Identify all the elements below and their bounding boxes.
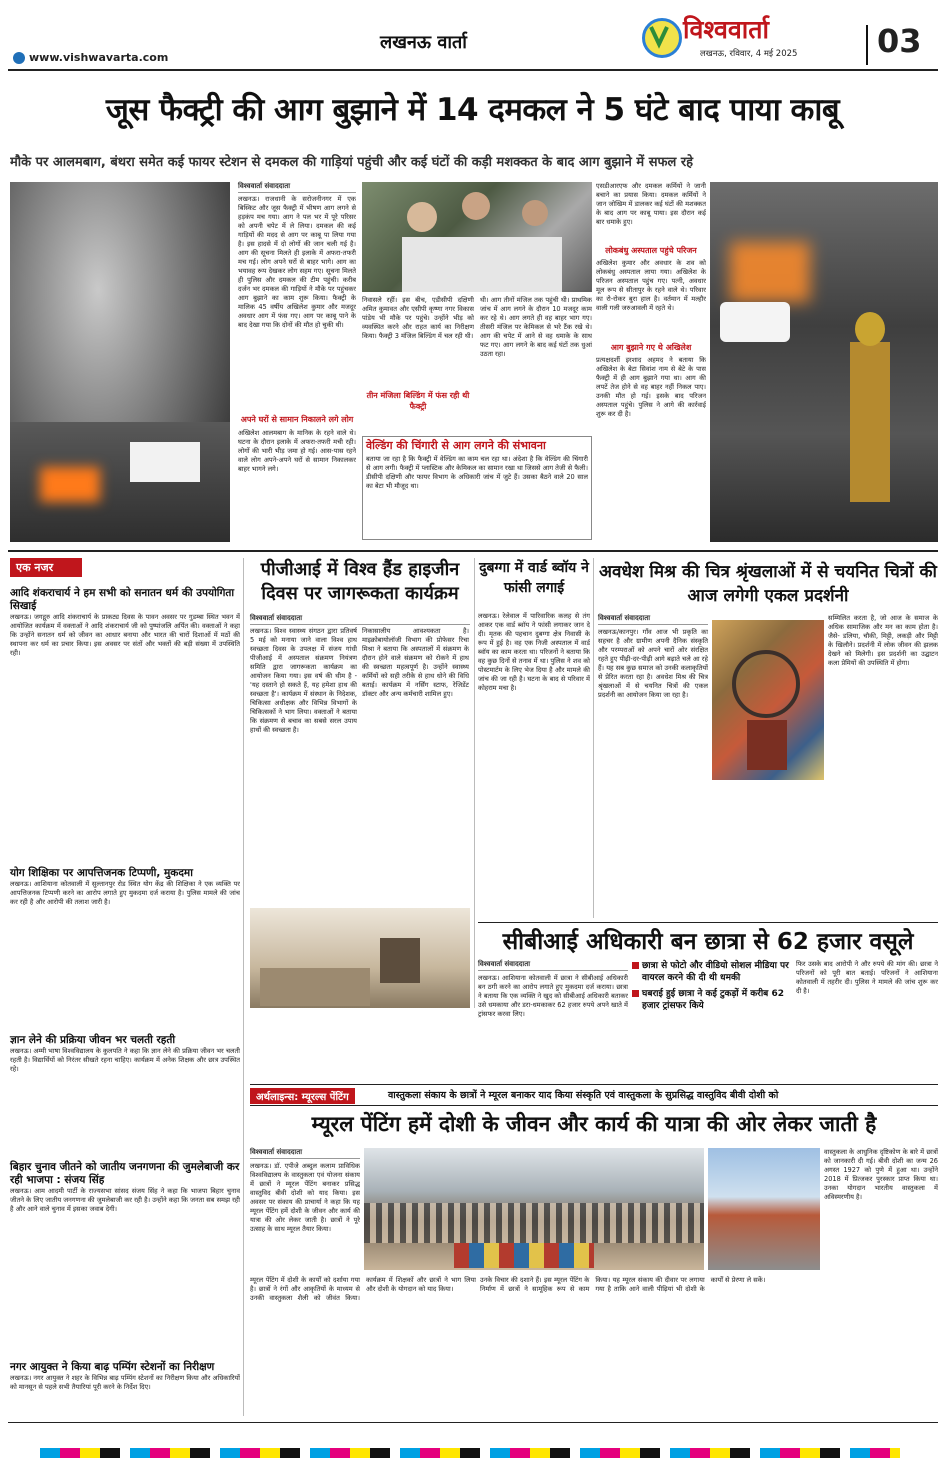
cbi-bullet-1: छात्रा से फोटो और वीडियो सोशल मीडिया पर वायरल करने की दी थी धमकी (632, 960, 792, 984)
mural-band (250, 1084, 938, 1106)
bullet-icon (632, 962, 639, 969)
welding-box-text: बताया जा रहा है कि फैक्ट्री में वेल्डिंग का काम चल रहा था। अंदेशा है कि वेल्डिंग की चिंगारी से आग लगी। फैक्ट्री में प्लास्टिक और केमिकल का सामान रखा था जिससे आग तेजी से फैली। डीसीपी दक्षिणी और फायर विभाग के अधिकारी जांच में जुटे हैं। उसका बैठने वाले 20 साल का बेटा भी मौजूद था। (366, 455, 588, 490)
mural-text: लखनऊ। डॉ. एपीजे अब्दुल कलाम प्राविधिक विश्वविद्यालय के वास्तुकला एवं योजना संकाय में छात्रों ने म्यूरल पेंटिंग बनाकर प्रसिद्ध वास्तुविद बीवी दोशी को याद किया। इस अवसर पर संकाय की प्राचार्या ने कहा कि यह म्यूरल पेंटिंग हमें दोशी के जीवन और कार्य की यात्रा की ओर लेकर जाती है। छात्रों ने पूरे उत्साह के साथ म्यूरल तैयार किया। (250, 1162, 360, 1233)
mural-photo (364, 1148, 704, 1270)
lead-col1-text2: अखिलेश आलमबाग के मानिक के रहने वाले थे। घटना के दौरान इलाके में अफरा-तफरी मची रही। लोगों की भारी भीड़ जमा हो गई। आस-पास रहने वाले लोग अपने-अपने घरों से सामान निकालकर बाहर भागने लगे। (238, 429, 356, 473)
ek-nazar-column (10, 558, 240, 1416)
nazar-item-3-text: लखनऊ। अम्मी भाषा विश्वविद्यालय के कुलपति ने कहा कि ज्ञान लेने की प्रक्रिया जीवन भर चलती रहती है। विद्यार्थियों को निरंतर सीखते रहना चाहिए। कार्यक्रम में अनेक शिक्षक और छात्र उपस्थित रहे। (10, 1047, 240, 1073)
dateline: लखनऊ, रविवार, 4 मई 2025 (700, 49, 798, 59)
color-registration-strip (40, 1448, 900, 1458)
lead-col1 (238, 182, 356, 542)
cbi-text2: फिर उसके बाद आरोपी ने और रुपये की मांग की। छात्रा ने परिजनों को पूरी बात बताई। परिजनों ने आशियाना कोतवाली में तहरीर दी। पुलिस ने मामले की जांच शुरू कर दी है। (796, 960, 938, 995)
cbi-byline: विश्ववार्ता संवाददाता (478, 960, 628, 971)
website-url[interactable]: www.vishwavarta.com (29, 51, 169, 64)
nazar-item-4-head: बिहार चुनाव जीतने को जातीय जनगणना की जुमलेबाजी कर रही भाजपा : संजय सिंह (10, 1161, 240, 1186)
welding-box-head: वेल्डिंग की चिंगारी से आग लगने की संभावना (366, 439, 546, 452)
mural-body (250, 1148, 938, 1418)
awadhesh-body (598, 614, 938, 919)
pgi-event-photo (250, 908, 470, 1008)
bullet-icon (632, 990, 639, 997)
lead-col4-text2: अखिलेश कुमार और अवधार के शव को लोकबंधु अस्पताल लाया गया। अखिलेश के परिजन अस्पताल पहुंच गए। पत्नी, अवधार मूल रूप से सीतापुर के रहने वाले थे। परिवार का रो-रोकर बुरा हाल है। वर्तमान में मल्हौर वाली गली जरुआवली में रहते थे। (596, 259, 706, 312)
globe-icon (13, 52, 25, 64)
mural-text2: म्यूरल पेंटिंग में दोशी के कार्यों को दर्शाया गया है। छात्रों ने रंगों और आकृतियों के माध्यम से उनकी वास्तुकला शैली को जीवंत किया। कार्यक्रम में शिक्षकों और छात्रों ने भाग लिया और दोशी के योगदान को याद किया। (250, 1276, 476, 1302)
mural-band-label: अर्थलाइन्स: म्यूरल्स पेंटिंग (250, 1088, 355, 1104)
lead-subheadline: मौके पर आलमबाग, बंथरा समेत कई फायर स्टेशन से दमकल की गाड़ियां पहुंची और कई घंटों की कड़ी मशक्कत के बाद आग बुझाने में सफल रहे (10, 155, 694, 170)
lead-col1-subhead: अपने घरों से सामान निकालने लगे लोग (240, 415, 354, 424)
pgi-byline: विश्ववार्ता संवाददाता (250, 614, 470, 625)
firefighter-photo (710, 182, 938, 542)
awadhesh-headline: अवधेश मिश्र की चित्र श्रृंखलाओं में से चयनित चित्रों की आज लगेगी एकल प्रदर्शनी (599, 562, 937, 606)
paper-logo-icon (642, 18, 682, 58)
nazar-item-3-head: ज्ञान लेने की प्रक्रिया जीवन भर चलती रहती (10, 1034, 176, 1046)
cbi-text: लखनऊ। आशियाना कोतवाली में छात्रा ने सीबीआई अधिकारी बन ठगी करने का आरोप लगाते हुए मुकदमा दर्ज कराया। छात्रा ने बताया कि एक व्यक्ति ने खुद को सीबीआई अधिकारी बताकर उसे धमकाया और डरा-धमकाकर 62 हजार रुपये अपने खाते में ट्रांसफर करवा लिए। (478, 974, 628, 1018)
lead-col2-text: निवासले रहीं। इस बीच, एडीसीपी दक्षिणी अमित कुमावत और एसीपी कृष्णा नगर विकास पांडेय भी मौके पर पहुंचे। उन्होंने भीड़ को व्यवस्थित करने और राहत कार्य का निरीक्षण किया। फैक्ट्री 3 मंजिल बिल्डिंग में चल रही थी। (362, 296, 474, 340)
mural-headline: म्यूरल पेंटिंग हमें दोशी के जीवन और कार्य की यात्रा की ओर लेकर जाती है (311, 1112, 877, 1136)
fire-photo-main (10, 182, 230, 542)
masthead (0, 0, 945, 70)
dubagga-text: लखनऊ। रेलेवाल में पारिवारिक कलह से तंग आकर एक वार्ड ब्वॉय ने फांसी लगाकर जान दे दी। मृतक की पहचान दुबग्गा क्षेत्र निवासी के रूप में हुई है। वह एक निजी अस्पताल में वार्ड ब्वॉय का काम करता था। परिजनों ने बताया कि वह कुछ दिनों से तनाव में था। पुलिस ने शव को पोस्टमार्टम के लिए भेज दिया है और मामले की जांच की जा रही है। घटना के बाद से परिवार में कोहराम मचा है। (478, 612, 590, 692)
lead-col4 (596, 182, 706, 542)
lead-col3 (480, 296, 592, 432)
paper-name: विश्ववार्ता (683, 15, 770, 44)
awadhesh-text2: सम्मिलित करता है, जो आज के समाज के अधिक सामाजिक और मन का काम होता है। जैसे- डलिया, चौकी, मिट्टी, लकड़ी और मिट्टी के खिलौने। प्रदर्शनी में लोक जीवन की झलक देखने को मिलेगी। इस प्रदर्शनी का उद्घाटन कला प्रेमियों की उपस्थिति में होगा। (828, 614, 938, 667)
page-number: 03 (877, 22, 922, 60)
lead-col2 (362, 296, 474, 432)
nazar-item-1-text: लखनऊ। जगद्गुरु आदि शंकराचार्य के प्राकट्य दिवस के पावन अवसर पर गुडम्बा स्थित भवन में आयोजित कार्यक्रम में वक्ताओं ने आदि शंकराचार्य जी को पुष्पांजलि अर्पित की। वक्ताओं ने कहा कि उन्होंने सनातन धर्म को जीवन का आधार बनाया और भारत की चारों दिशाओं में मठों की स्थापना कर धर्म का प्रचार किया। इस अवसर पर संतों और भक्तों की बड़ी संख्या में उपस्थिति रही। (10, 613, 240, 657)
cbi-body (478, 960, 938, 1080)
lead-col4-subhead: लोकबंधु अस्पताल पहुंचे परिजन (605, 246, 697, 255)
welding-box (362, 436, 592, 540)
lead-byline: विश्ववार्ता संवाददाता (238, 182, 356, 193)
pgi-text2: निकासालीय आवश्यकता है। माइक्रोबायोलॉजी विभाग की प्रोफेसर रिचा मिश्रा ने बताया कि अस्पतालों में संक्रमण के दौरान होने वाले संक्रमण को रोकने में हाथ की स्वच्छता महत्वपूर्ण है। उन्होंने स्वास्थ्य कर्मियों को सही तरीके से हाथ धोने की विधि बताई। कार्यक्रम में नर्सिंग स्टाफ, रेजिडेंट डॉक्टर और अन्य कर्मचारी शामिल हुए। (362, 627, 469, 698)
building-photo (708, 1148, 820, 1270)
nazar-item-4-text: लखनऊ। आम आदमी पार्टी के राज्यसभा सांसद संजय सिंह ने कहा कि भाजपा बिहार चुनाव जीतने के लिए जातीय जनगणना की जुमलेबाजी कर रही है। उन्होंने कहा कि जनता सब समझ रही है और आने वाले चुनाव में इसका जवाब देगी। (10, 1187, 240, 1213)
mural-byline: विश्ववार्ता संवाददाता (250, 1148, 360, 1159)
nazar-item-5-text: लखनऊ। नगर आयुक्त ने शहर के विभिन्न बाढ़ पम्पिंग स्टेशनों का निरीक्षण किया और अधिकारियों को मानसून से पहले सभी तैयारियां पूरी करने के निर्देश दिए। (10, 1374, 240, 1391)
cbi-headline: सीबीआई अधिकारी बन छात्रा से 62 हजार वसूले (502, 929, 914, 955)
crowd-photo (362, 182, 592, 292)
lead-col4-subhead2: आग बुझाने गए थे अखिलेश (610, 343, 692, 352)
mural-text4: वास्तुकला के आधुनिक दृष्टिकोण के बारे में छात्रों को जानकारी दी गई। बीवी दोशी का जन्म 26 अगस्त 1927 को पुणे में हुआ था। उन्होंने 2018 में प्रित्जकर पुरस्कार प्राप्त किया था। उनका योगदान भारतीय वास्तुकला में अविस्मरणीय है। (824, 1148, 938, 1201)
mural-text3: उनके विचार की दशाने हैं। इस म्यूरल पेंटिंग के निर्माण में छात्रों ने सामूहिक रूप से काम किया। यह म्यूरल संकाय की दीवार पर लगाया गया है ताकि आने वाली पीढ़ियां भी दोशी के कार्यों से प्रेरणा ले सकें। (480, 1276, 766, 1293)
awadhesh-byline: विश्ववार्ता संवाददाता (598, 614, 708, 625)
lead-col4-text: एसडीआरएफ और दमकल कर्मियों ने जानी बचाने का प्रयास किया। दमकल कर्मियों ने जान जोखिम में डालकर कई घंटों की मशक्कत के बाद आग पर काबू पाया। इस दौरान कई बार धमाके हुए। (596, 182, 706, 226)
lead-col2-caption: तीन मंजिला बिल्डिंग में फंस रही थी फैक्ट्री (366, 391, 470, 411)
nazar-item-2-text: लखनऊ। आशियाना कोतवाली में सुल्तानपुर रोड स्थित योग केंद्र की शिक्षिका ने एक व्यक्ति पर आपत्तिजनक टिप्पणी करने का आरोप लगाते हुए मुकदमा दर्ज कराया है। पुलिस मामले की जांच कर रही है और आरोपी की तलाश जारी है। (10, 880, 240, 906)
nazar-item-5-head: नगर आयुक्त ने किया बाढ़ पम्पिंग स्टेशनों का निरीक्षण (10, 1361, 215, 1373)
lead-col3-text: थी। आग तीनों मंजिल तक पहुंची थी। प्राथमिक जांच में आग लगने के दौरान 10 मजदूर काम कर रहे थे। आग लगते ही वह बाहर भाग गए। तीसरी मंजिल पर केमिकल से भरे टैंक रखे थे। आग की चपेट में आने से वह धमाके के साथ फट गए। आग लगने के बाद कई घंटों तक धुआं उठता रहा। (480, 296, 592, 358)
section-title: लखनऊ वार्ता (380, 32, 467, 53)
dubagga-headline: दुबग्गा में वार्ड ब्वॉय ने फांसी लगाई (479, 560, 589, 596)
lead-col1-text: लखनऊ। राजधानी के सरोजनीनगर में एक बिस्किट और जूस फैक्ट्री में भीषण आग लगने से हड़कंप मच गया। आग ने पल भर में पूरे परिसर को अपनी चपेट में ले लिया। दमकल की कई गाड़ियों की मदद से आग पर काबू पा लिया गया है। इस हादसे में दो लोगों की जान चली गई है। आग की सूचना मिलते ही इलाके में अफरा-तफरी मच गई। लोग अपने घरों से बाहर भागे। आग का भयावह रूप देखकर लोग सहम गए। सूचना मिलते ही पुलिस और दमकल की टीम पहुंची। करीब दर्जन भर दमकल की गाड़ियों ने मौके पर पहुंचकर आग बुझाने का काम शुरू किया। फैक्ट्री के मालिक 45 वर्षीय अखिलेश कुमार और मजदूर अवधार आग में फंस गए। आग पर काबू पाने के बाद देखा गया कि दोनों की मौत हो चुकी थी। (238, 195, 356, 329)
cbi-bullet-2: घबराई हुई छात्रा ने कई टुकड़ों में करीब 62 हजार ट्रांसफर किये (632, 988, 792, 1012)
nazar-item-2-head: योग शिक्षिका पर आपत्तिजनक टिप्पणी, मुकदमा (10, 867, 193, 879)
nazar-item-1-head: आदि शंकराचार्य ने हम सभी को सनातन धर्म की उपयोगिता सिखाई (10, 587, 235, 612)
painting-photo (712, 620, 824, 780)
ek-nazar-label: एक नजर (10, 558, 82, 577)
pgi-body (250, 614, 470, 904)
pgi-headline: पीजीआई में विश्व हैंड हाइजीन दिवस पर जागरूकता कार्यक्रम (260, 559, 460, 604)
pgi-text: लखनऊ। विश्व स्वास्थ्य संगठन द्वारा प्रतिवर्ष 5 मई को मनाया जाने वाला विश्व हाथ स्वच्छता दिवस के उपलक्ष में संजय गांधी पीजीआई में अस्पताल संक्रमण नियंत्रण समिति द्वारा जागरूकता कार्यक्रम का आयोजन किया गया। इस वर्ष की थीम है - 'यह दस्ताने हो सकते हैं, यह हमेशा हाथ की स्वच्छता है'। कार्यक्रम में संस्थान के निदेशक, चिकित्सा अधीक्षक और विभिन्न विभागों के चिकित्सकों ने भाग लिया। वक्ताओं ने बताया कि संक्रमण से बचाव का सबसे सरल उपाय हाथों की स्वच्छता है। (250, 627, 357, 734)
lead-col4-text3: प्रत्यक्षदर्शी इरशाद अहमद ने बताया कि अखिलेश के बेटा सिवांश नाम से बेटे के पास फैक्ट्री में ही आग बुझाने गया था। आग की लपटें तेज होने से वह बाहर नहीं निकल पाए। उनकी मौत हो गई। इसके बाद परिजन अस्पताल पहुंचे। पुलिस ने आगे की कार्रवाई शुरू कर दी है। (596, 356, 706, 418)
awadhesh-text: लखनऊ/कानपुर। गाँव आज भी प्रकृति का सहचर है और ग्रामीण अपनी दैनिक संस्कृति और परम्पराओं को अपने चारों ओर संरक्षित रहते हुए पीढ़ी-दर-पीढ़ी आगे बढ़ाते चले आ रहे हैं। यह सब कुछ समाज को उनकी कलाकृतियों से प्रेरित करता रहा है। अवधेश मिश्र की चित्र श्रृंखलाओं में से चयनित चित्रों की एकल प्रदर्शनी का आयोजन किया जा रहा है। (598, 628, 708, 699)
mural-band-text: वास्तुकला संकाय के छात्रों ने म्यूरल बनाकर याद किया संस्कृति एवं वास्तुकला के सुप्रसिद्ध वास्तुविद बीवी दोशी को (388, 1090, 779, 1101)
lead-headline: जूस फैक्ट्री की आग बुझाने में 14 दमकल ने 5 घंटे बाद पाया काबू (105, 92, 840, 128)
cbi-bullets (632, 960, 792, 1012)
